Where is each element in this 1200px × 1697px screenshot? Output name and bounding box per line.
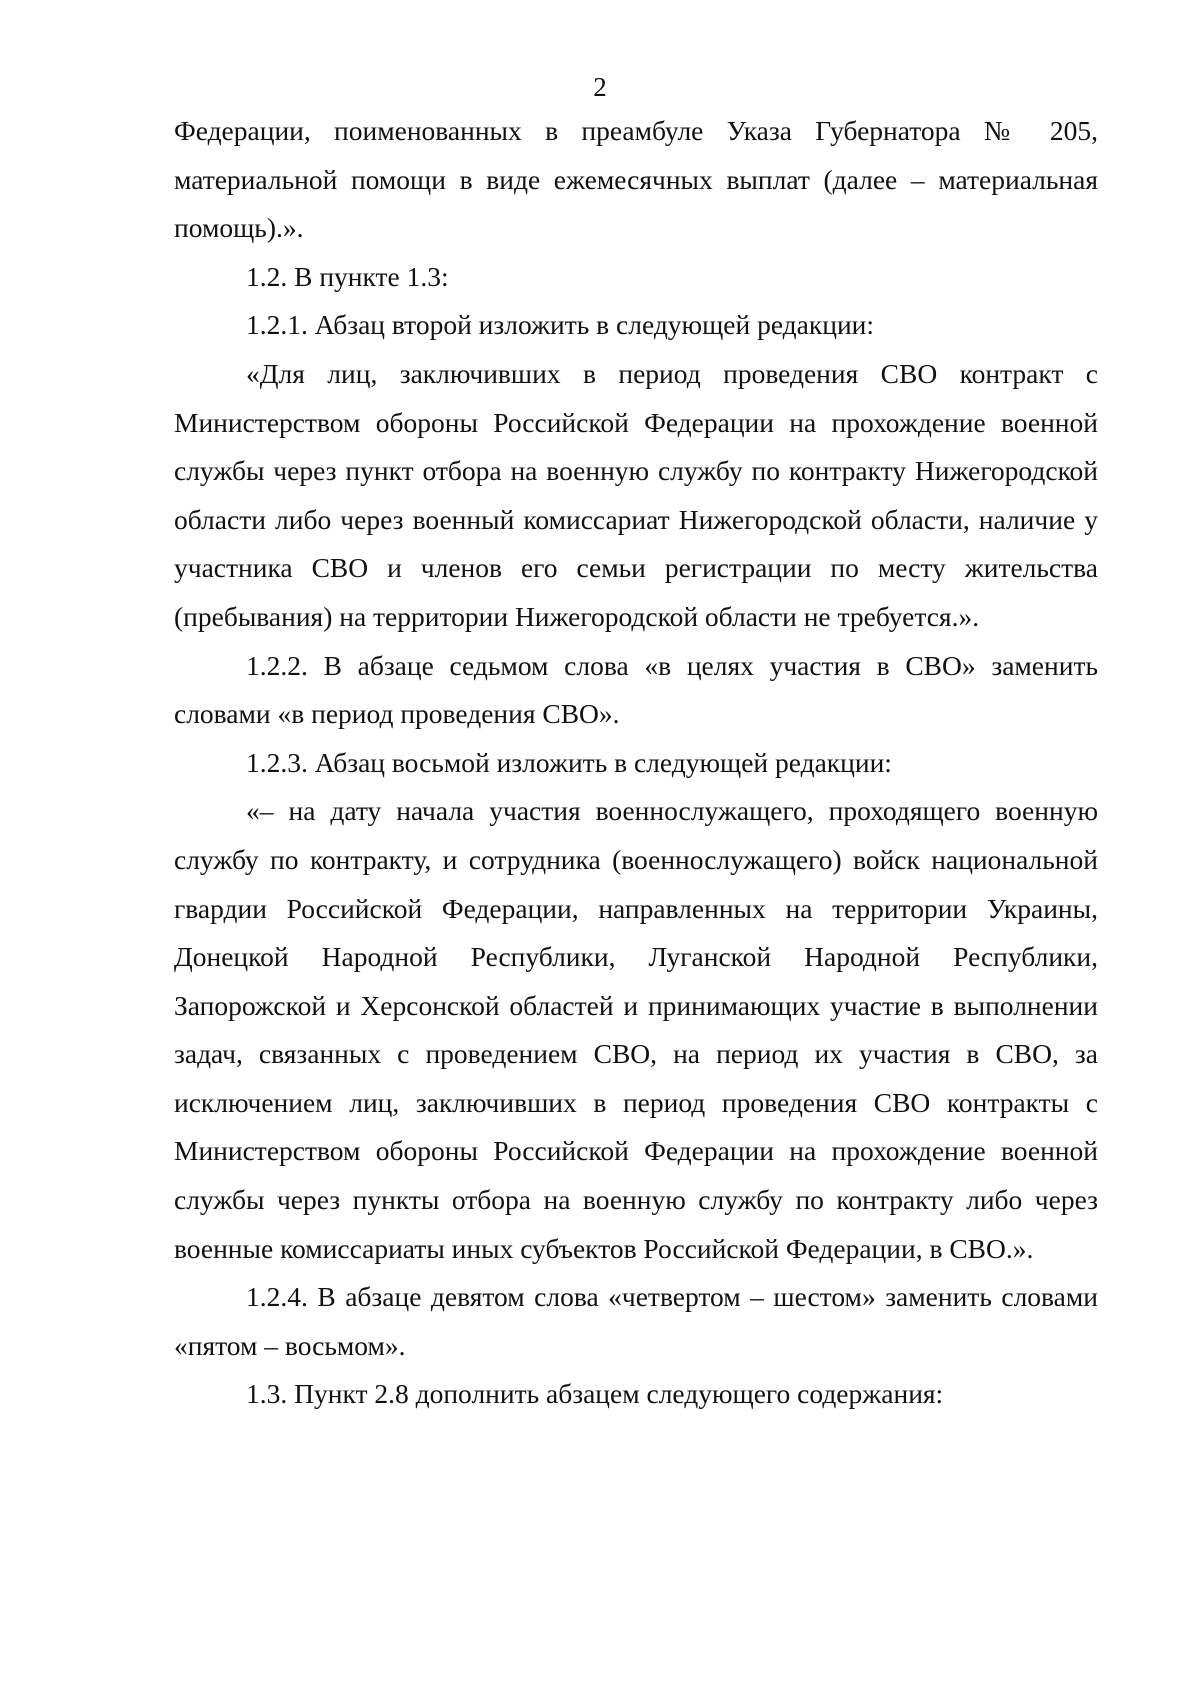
document-body [174, 107, 1098, 1419]
page-number: 2 [593, 72, 607, 102]
paragraph-quoted-amendment-1: «Для лиц, заключивших в период проведения СВО контракт с Министерством обороны Российской Федерации на прохождение военной службы через пункт отбора на военную службу по контракту Нижегородской области либо через военный комиссариат Нижегородской области, наличие у участника СВО и членов его семьи регистрации по месту жительства (пребывания) на территории Нижегородской области не требуется.». [174, 357, 1098, 632]
paragraph-clause-1-2: 1.2. В пункте 1.3: [246, 260, 449, 292]
paragraph-clause-1-2-4: 1.2.4. В абзаце девятом слова «четвертом – шестом» заменить словами «пятом – восьмом». [174, 1281, 1098, 1361]
paragraph-clause-1-2-1: 1.2.1. Абзац второй изложить в следующей редакции: [246, 309, 875, 341]
paragraph-quoted-amendment-2: «– на дату начала участия военнослужащего, проходящего военную службу по контракту, и сотрудника (военнослужащего) войск национальной гвардии Российской Федерации, направленных на территории Украины, Донецкой Народной Республики, Луганской Народной Республики, Запорожской и Херсонской областей и принимающих участие в выполнении задач, связанных с проведением СВО, на период их участия в СВО, за исключением лиц, заключивших в период проведения СВО контракты с Министерством обороны Российской Федерации на прохождение военной службы через пункты отбора на военную службу по контракту либо через военные комиссариаты иных субъектов Российской Федерации, в СВО.». [174, 795, 1098, 1264]
paragraph-clause-1-2-3: 1.2.3. Абзац восьмой изложить в следующей редакции: [246, 746, 892, 778]
paragraph-clause-1-2-2: 1.2.2. В абзаце седьмом слова «в целях участия в СВО» заменить словами «в период проведения СВО». [174, 649, 1098, 730]
paragraph-clause-1-3: 1.3. Пункт 2.8 дополнить абзацем следующего содержания: [246, 1378, 944, 1410]
paragraph-continuation: Федерации, поименованных в преамбуле Указа Губернатора № 205, материальной помощи в виде ежемесячных выплат (далее – материальная помощь).». [174, 115, 1098, 244]
